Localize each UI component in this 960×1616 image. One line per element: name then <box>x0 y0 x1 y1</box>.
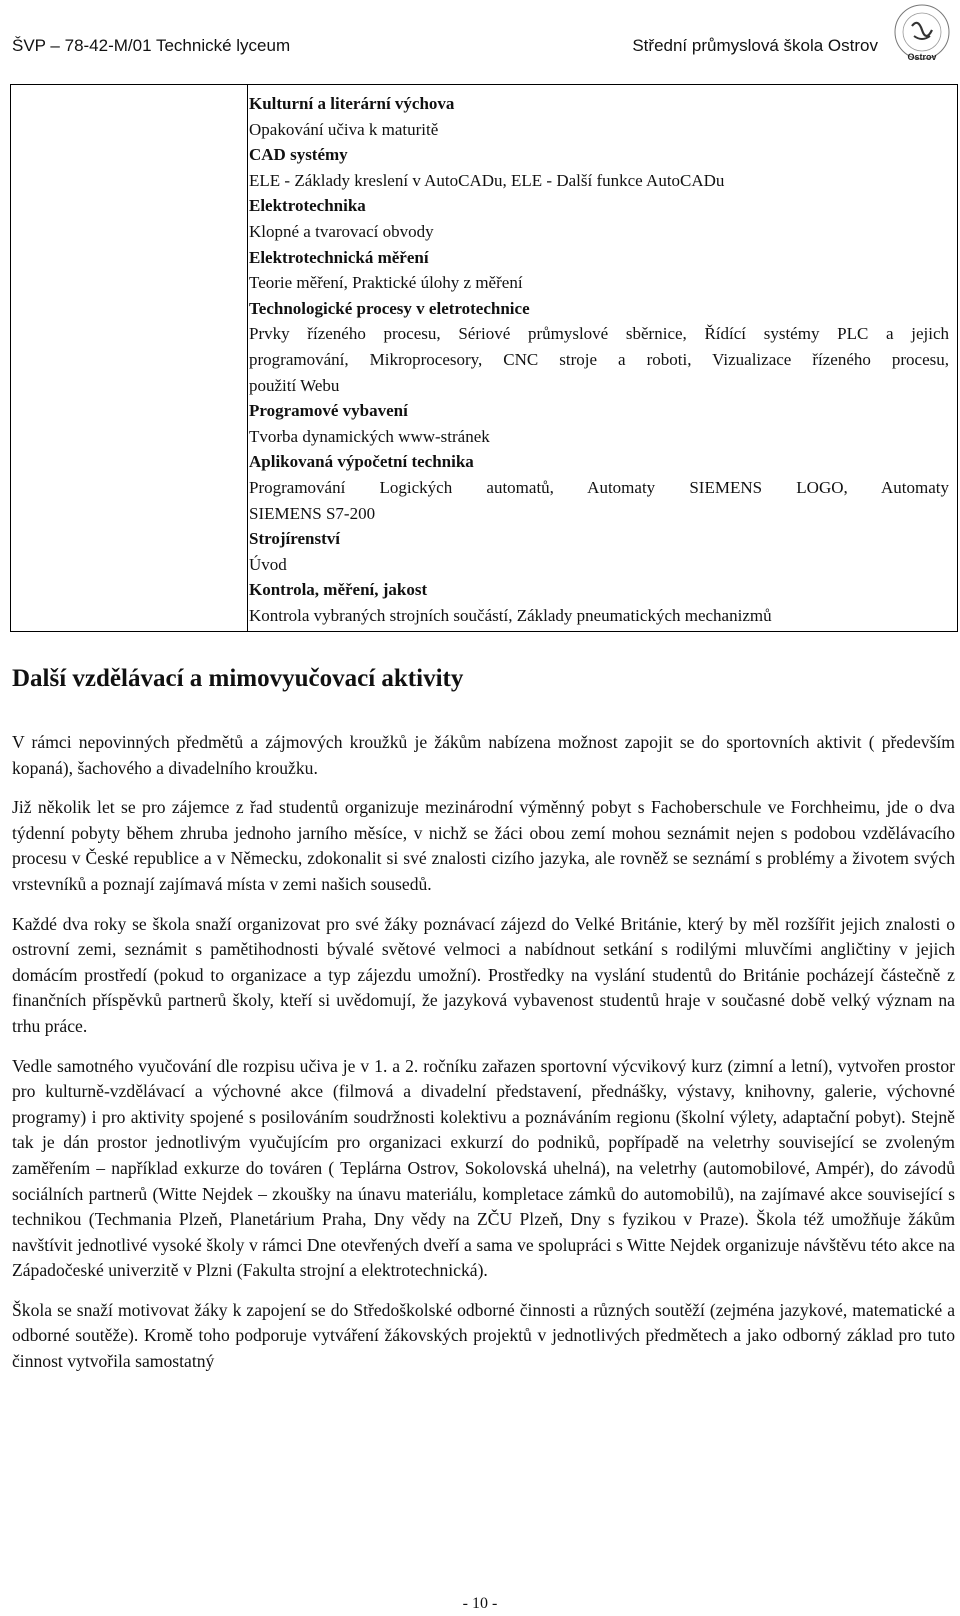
header-program-code: ŠVP – 78-42-M/01 Technické lyceum <box>12 36 291 55</box>
section-heading: Další vzdělávací a mimovyučovací aktivity <box>12 665 464 692</box>
subject-content-line: Programování Logických automatů, Automaty SIEMENS LOGO, Automaty <box>249 477 949 497</box>
table-row <box>249 449 949 526</box>
subject-title: Programové vybavení <box>249 401 408 421</box>
subject-title: Strojírenství <box>249 529 340 549</box>
table-row <box>249 398 949 449</box>
table-row <box>249 91 949 142</box>
page-number: - 10 - <box>462 1595 498 1612</box>
table-row <box>249 296 949 398</box>
table-row <box>249 577 949 628</box>
subject-title: Aplikovaná výpočetní technika <box>249 452 474 472</box>
paragraph: Vedle samotného vyučování dle rozpisu učiva je v 1. a 2. ročníku zařazen sportovní výcvikový kurz (zimní a letní), vytvořen prostor pro kulturně-vzdělávací a výchovné akce (filmová a divadelní představení, přednášky, výstavy, knihovny, galerie, výchovné programy) i pro aktivity spojené s posilováním soudržnosti kolektivu a poznáváním regionu (školní výlety, adaptační pobyt). Stejně tak je dán prostor jednotlivým vyučujícím pro organizaci exkurzí do podniků, popřípadě na veletrhy související se zvoleným zaměřením – například exkurze do továren ( Teplárna Ostrov, Sokolovská uhelná), na veletrhy (automobilové, Ampér), do závodů sociálních partnerů (Witte Nejdek – zkoušky na únavu materiálu, kompletace zámků do automobilů), na zajímavé akce související s technikou (Techmania Plzeň, Planetárium Praha, Dny vědy na ZČU Plzeň, Dny s fyzikou v Praze). Škola též umožňuje žákům navštívit jednotlivé vysoké školy v rámci Dne otevřených dveří a sama ve spolupráci s Witte Nejdek organizuje návštěvu této akce na Západočeské univerzitě v Plzni (Fakulta strojní a elektrotechnická). <box>12 1055 955 1281</box>
subject-content-line: programování, Mikroprocesory, CNC stroje a roboti, Vizualizace řízeného procesu, <box>249 349 949 369</box>
table-row <box>249 193 949 244</box>
page-header <box>0 0 960 84</box>
subject-content: Klopné a tvarovací obvody <box>249 221 434 241</box>
logo-text: Ostrov <box>907 52 937 62</box>
subject-content-line: použití Webu <box>249 375 340 395</box>
subject-content-line: SIEMENS S7-200 <box>249 503 376 523</box>
paragraph: Každé dva roky se škola snaží organizovat pro své žáky poznávací zájezd do Velké Británie, který by měl rozšířit jejich znalosti o ostrovní zemi, seznámit s pamětihodnosti bývalé světové velmoci a nabídnout setkání s rodilými mluvčími angličtiny v jejich domácím prostředí (pokud to organizace a typ zájezdu umožní). Prostředky na vyslání studentů do Británie pocházejí částečně z finančních příspěvků partnerů školy, kteří si uvědomují, že jazyková vybavenost studentů hraje v současné době velký význam na trhu práce. <box>12 913 955 1036</box>
paragraph: Škola se snaží motivovat žáky k zapojení se do Středoškolské odborné činnosti a různých soutěží (zejména jazykové, matematické a odborné soutěže). Kromě toho podporuje vytváření žákovských projektů v jednotlivých předmětech a jako odborný základ pro tuto činnost vytvořila samostatný <box>12 1299 955 1372</box>
subject-content: Úvod <box>249 554 287 574</box>
table-content-cell <box>249 91 949 628</box>
curriculum-table <box>10 84 958 632</box>
subject-title: Kontrola, měření, jakost <box>249 580 428 600</box>
subject-content-line: Prvky řízeného procesu, Sériové průmyslové sběrnice, Řídící systémy PLC a jejich <box>249 324 949 344</box>
table-row <box>249 142 949 193</box>
school-logo-icon <box>890 2 954 66</box>
subject-content: ELE - Základy kreslení v AutoCADu, ELE - Další funkce AutoCADu <box>249 170 725 190</box>
subject-title: Elektrotechnická měření <box>249 247 429 267</box>
subject-title: Kulturní a literární výchova <box>249 94 455 113</box>
subject-content: Opakování učiva k maturitě <box>249 119 439 139</box>
table-row <box>249 245 949 296</box>
subject-content: Teorie měření, Praktické úlohy z měření <box>249 273 523 293</box>
subject-title: Elektrotechnika <box>249 196 366 216</box>
table-row <box>249 526 949 577</box>
table-column-divider <box>247 85 248 631</box>
paragraph: Již několik let se pro zájemce z řad studentů organizuje mezinárodní výměnný pobyt s Fachoberschule ve Forchheimu, jde o dva týdenní pobyty během zhruba jednoho jarního měsíce, v nichž se žáci obou zemí mohou seznámit nejen s podobou vzdělávacího procesu v České republice a v Německu, zdokonalit si své znalosti cizího jazyka, ale rovněž se seznámí s problémy a životem svých vrstevníků a poznají zajímavá místa v zemi našich sousedů. <box>12 797 955 894</box>
paragraph: V rámci nepovinných předmětů a zájmových kroužků je žákům nabízena možnost zapojit se do sportovních aktivit ( především kopaná), šachového a divadelního kroužku. <box>12 732 955 778</box>
subject-content: Kontrola vybraných strojních součástí, Základy pneumatických mechanizmů <box>249 605 772 625</box>
section-body <box>12 730 955 1389</box>
subject-content: Tvorba dynamických www-stránek <box>249 426 490 446</box>
header-school-name: Střední průmyslová škola Ostrov <box>632 36 878 55</box>
subject-title: Technologické procesy v eletrotechnice <box>249 298 530 318</box>
subject-title: CAD systémy <box>249 145 348 165</box>
